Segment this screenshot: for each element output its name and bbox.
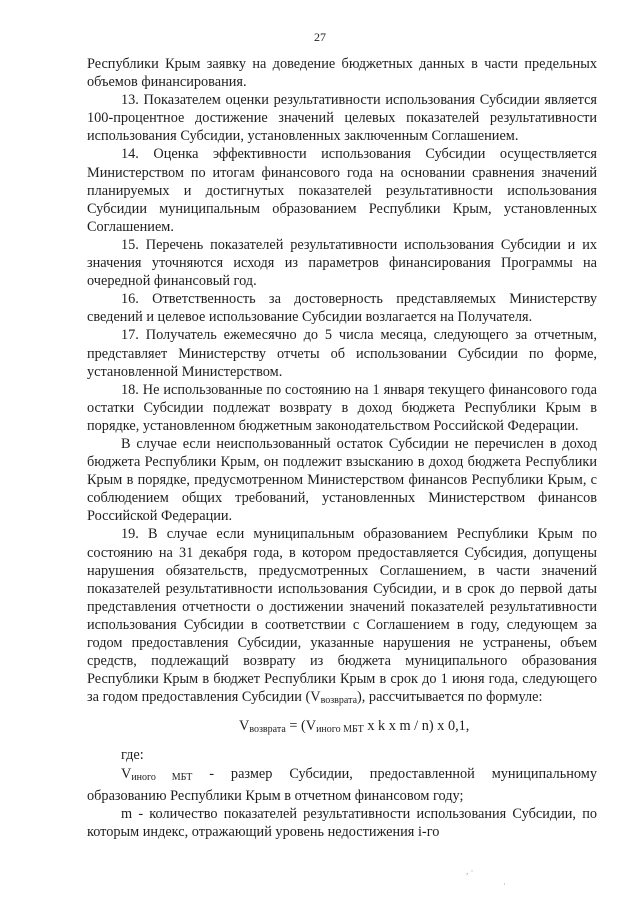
paragraph-continuation: Республики Крым заявку на доведение бюджетных данных в части предельных объемов финансирования. — [87, 56, 597, 91]
formula-equals: = (V — [285, 718, 317, 735]
scan-artifact: , · — [466, 866, 474, 876]
paragraph-16: 16. Ответственность за достоверность представляемых Министерству сведений и целевое использование Субсидии возлагается на Получателя. — [87, 291, 597, 326]
where-label: где: — [121, 747, 144, 764]
definition-v-subscript: иного МБТ — [131, 771, 193, 783]
paragraph-19-text: 19. В случае если муниципальным образованием Республики Крым по состоянию на 31 декабря года, в котором предоставляется Субсидия, допущены нарушения обязательств, предусмотренных Соглашением, в части значений показателей результативности использования Субсидии, и в срок до первой даты представления отчетности о достижении значений показателей результативности использования Субсидии в соответствии с Соглашением в году, следующем за годом предоставления Субсидии, указанные нарушения не устранены, объем средств, подлежащий возврату из бюджета муниципального образования Республики Крым в бюджет Республики Крым в срок до 1 июня года, следующего за годом предоставления Субсидии (V — [87, 526, 597, 706]
document-body — [87, 55, 597, 841]
scan-artifact: · — [503, 879, 506, 889]
formula — [87, 717, 597, 739]
paragraph-19 — [87, 525, 597, 710]
paragraph-18: 18. Не использованные по состоянию на 1 января текущего финансового года остатки Субсидии подлежат возврату в доход бюджета Республики Крым в порядке, установленном бюджетным законодательством Российской Федерации. — [87, 381, 597, 434]
paragraph-14: 14. Оценка эффективности использования Субсидии осуществляется Министерством по итогам финансового года на основании сравнения значений планируемых и достигнутых показателей результативности использования Субсидии муниципальным образованием Республики Крым, установленных Соглашением. — [87, 146, 597, 235]
definition-v-text: - размер Субсидии, предоставленной муниципальному образованию Республики Крым в отчетном финансовом году; — [87, 765, 598, 804]
formula-rest: x k x m / n) x 0,1, — [363, 718, 470, 735]
paragraph-18-continued: В случае если неиспользованный остаток Субсидии не перечислен в доход бюджета Республики Крым, он подлежит взысканию в доход бюджета Республики Крым в порядке, предусмотренном Министерством финансов Республики Крым, с соблюдением общих требований, установленных Министерством финансов Российской Федерации. — [87, 435, 597, 525]
paragraph-13: 13. Показателем оценки результативности использования Субсидии является 100-процентное достижение значений целевых показателей результативности использования Субсидии, установленных заключенным Соглашением. — [87, 92, 597, 145]
paragraph-19-tail: ), рассчитывается по формуле: — [357, 689, 543, 706]
definition-v-mbt — [87, 765, 597, 805]
paragraph-15: 15. Перечень показателей результативности использования Субсидии и их значения уточняются исходя из параметров финансирования Программы на очередной финансовый год. — [87, 236, 597, 290]
page-number: 27 — [314, 30, 326, 44]
paragraph-17: 17. Получатель ежемесячно до 5 числа месяца, следующего за отчетным, представляет Министерству отчеты об использовании Субсидии по форме, установленной Министерством. — [87, 327, 597, 380]
definition-m: m - количество показателей результативности использования Субсидии, по которым индекс, отражающий уровень недостижения i-го — [87, 805, 597, 840]
formula-v: V — [239, 718, 250, 735]
paragraph-19-subscript: возврата — [320, 695, 358, 707]
formula-inner-subscript: иного МБТ — [316, 724, 364, 736]
definition-v: V — [121, 765, 132, 782]
formula-v-subscript: возврата — [249, 724, 286, 736]
